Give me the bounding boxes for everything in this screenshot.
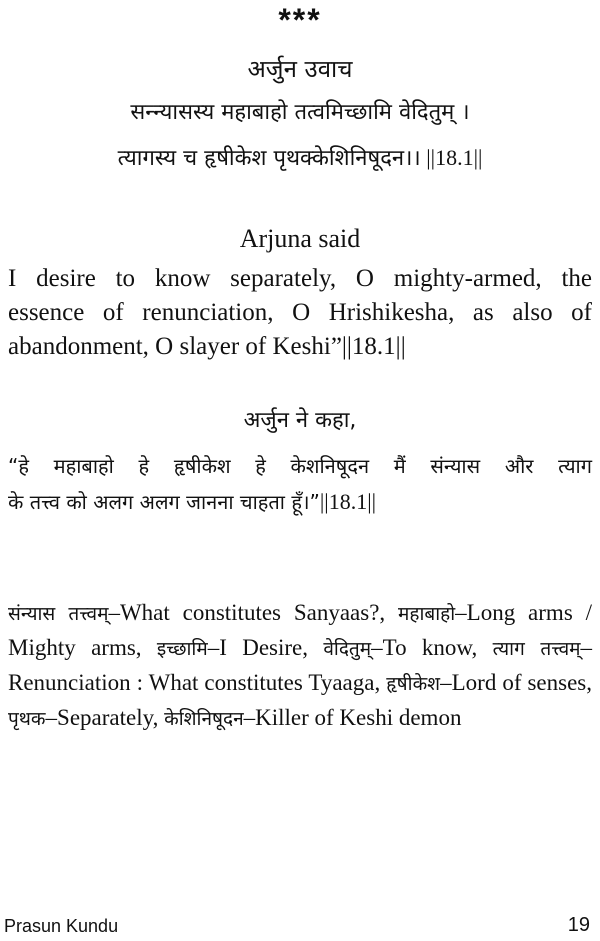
glossary-meaning: –Killer of Keshi demon: [243, 705, 462, 730]
page-number: 19: [567, 914, 590, 936]
glossary-term: वेदितुम्: [323, 638, 372, 660]
glossary-meaning: –Long arms / Mighty arms,: [8, 600, 593, 660]
verse-reference: ||18.1||: [420, 145, 483, 170]
hindi-translation-line-1: “हे महाबाहो हे हृषीकेश हे केशनिषूदन मैं संन्यास और त्याग: [8, 454, 592, 478]
glossary-term: हृषीकेश: [386, 673, 441, 695]
glossary-term: पृथक: [8, 708, 46, 730]
sanskrit-verse-line-2: [0, 142, 600, 172]
glossary-term: इच्छामि: [156, 638, 208, 660]
footer-author: Prasun Kundu: [4, 916, 119, 936]
glossary-meaning: –Lord of senses,: [440, 670, 593, 695]
glossary-meaning: –Renunciation : What constitutes Tyaaga,: [8, 635, 593, 695]
glossary-meaning: –I Desire,: [207, 635, 324, 660]
glossary-meaning: –To know,: [371, 635, 493, 660]
hindi-speaker-heading: अर्जुन ने कहा,: [243, 408, 357, 433]
glossary-term: त्याग तत्त्वम्: [492, 638, 581, 660]
glossary-term: महाबाहो: [398, 603, 456, 625]
glossary-term: संन्यास तत्त्वम्: [8, 603, 109, 625]
english-translation-line-3: abandonment, O slayer of Keshi”||18.1||: [8, 333, 406, 360]
glossary-meaning: –What constitutes Sanyaas?,: [108, 600, 399, 625]
section-separator: ***: [278, 2, 322, 38]
english-translation-line-2: essence of renunciation, O Hrishikesha, as also of: [8, 299, 592, 326]
glossary-meaning: –Separately,: [45, 705, 165, 730]
word-glossary: [8, 596, 592, 736]
glossary-term: केशिनिषूदन: [164, 708, 244, 730]
hindi-verse-reference: ||18.1||: [319, 489, 377, 514]
english-speaker-heading: Arjuna said: [239, 224, 361, 253]
english-translation-line-1: I desire to know separately, O mighty-armed, the: [8, 265, 592, 292]
hindi-translation-line-2-text: के तत्त्व को अलग अलग जानना चाहता हूँ।”: [8, 490, 320, 514]
sanskrit-verse-line-1: सन्न्यासस्य महाबाहो तत्वमिच्छामि वेदितुम् ।: [130, 100, 470, 125]
sanskrit-speaker-heading: अर्जुन उवाच: [247, 55, 353, 83]
hindi-translation-line-2: [8, 488, 376, 515]
sanskrit-verse-line-2-text: त्यागस्य च हृषीकेश पृथक्केशिनिषूदन।।: [117, 146, 421, 171]
